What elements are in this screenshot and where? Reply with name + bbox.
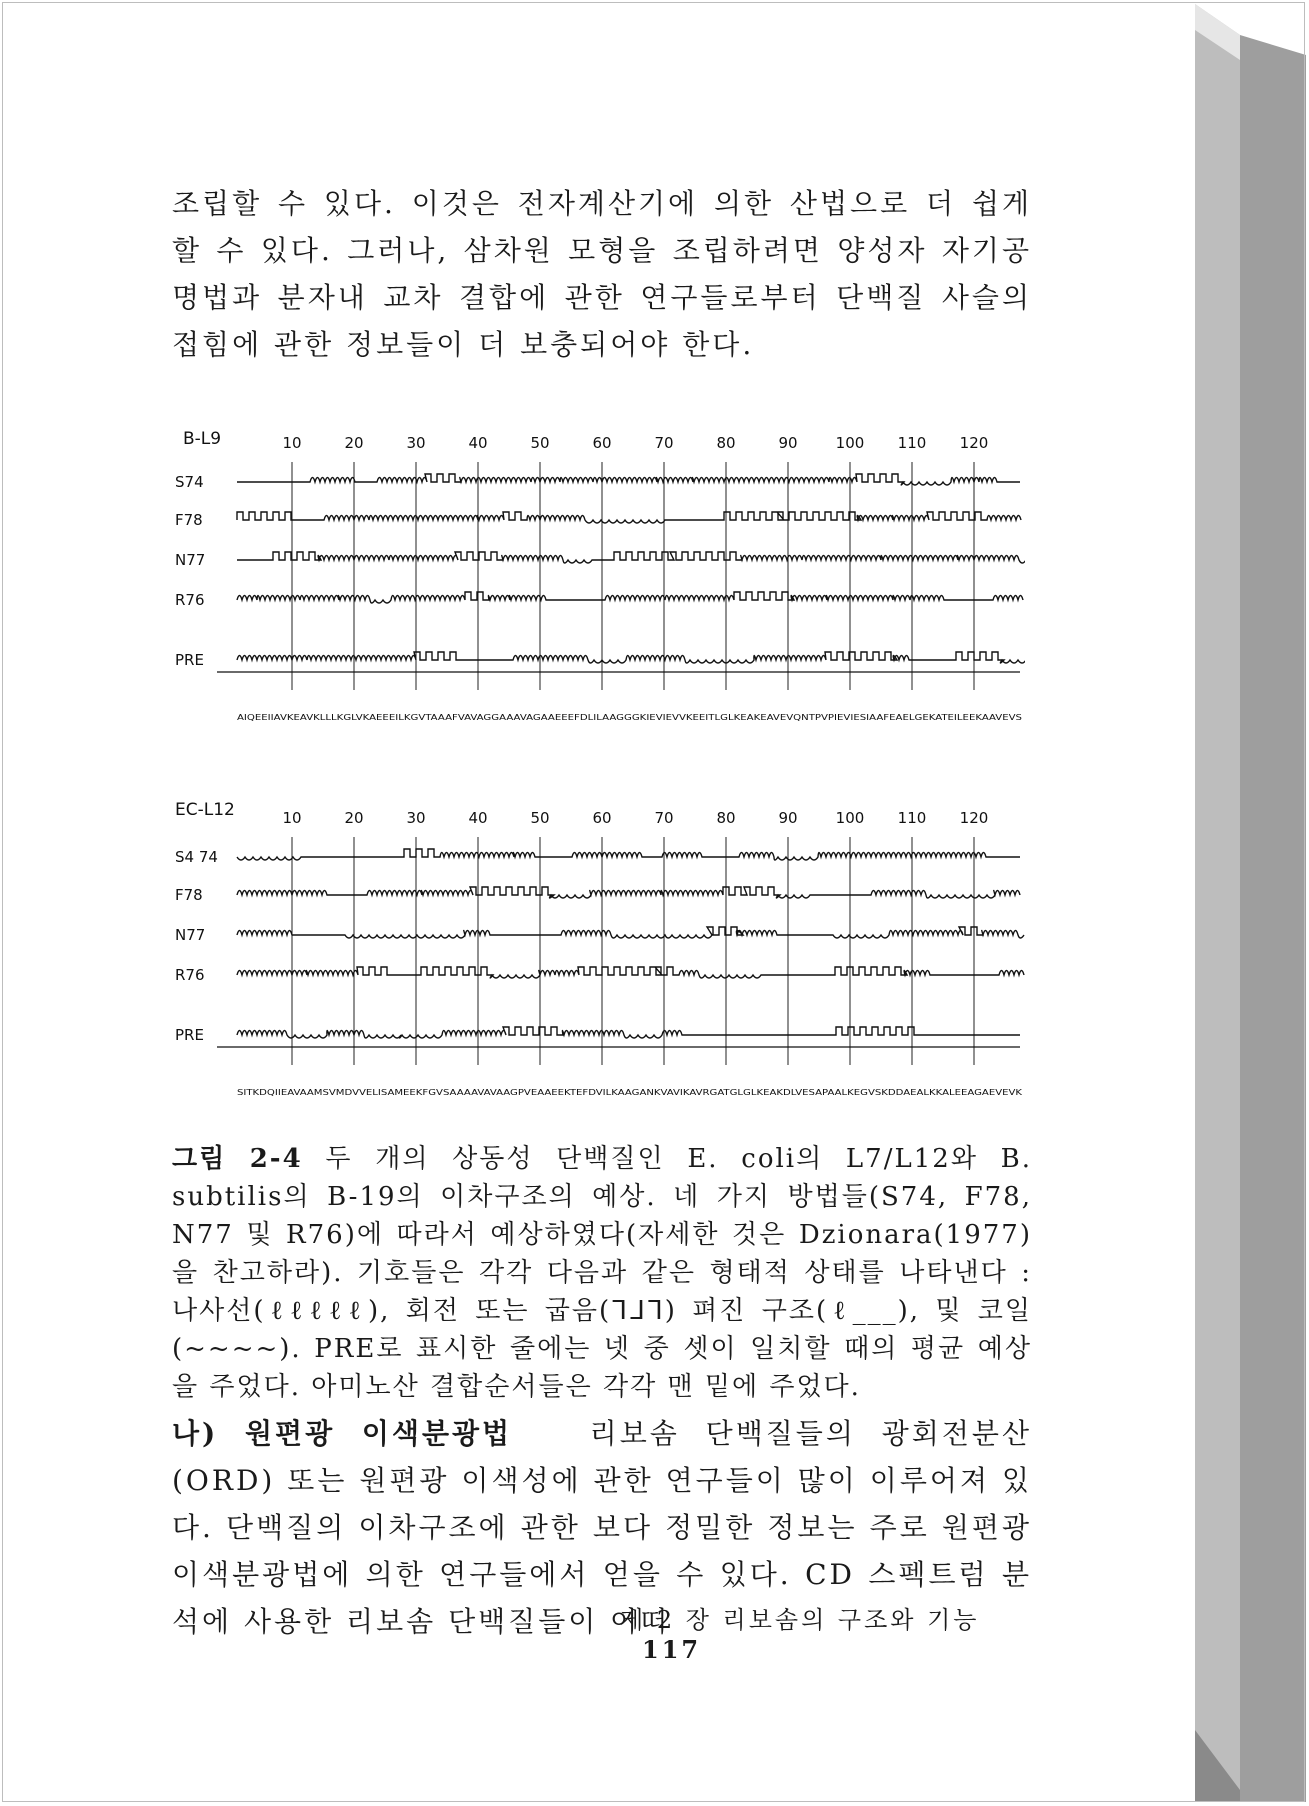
- figure-caption: [172, 1140, 1032, 1406]
- row-labels: [175, 473, 205, 669]
- caption-label: 그림 2-4: [172, 1144, 303, 1174]
- intro-text: 조립할 수 있다. 이것은 전자계산기에 의한 산법으로 더 쉽게 할 수 있다. 그러나, 삼차원 모형을 조립하려면 양성자 자기공명법과 분자내 교차 결합에 관한 연구들로부터 단백질 사슬의 접힘에 관한 정보들이 더 보충되어야 한다.: [172, 187, 1032, 361]
- tick-label: 20: [344, 809, 364, 827]
- tick-label: 10: [282, 809, 302, 827]
- row-labels: [175, 848, 218, 1044]
- row-label: F78: [175, 511, 203, 529]
- page-number: 117: [642, 1635, 702, 1664]
- row-label: S74: [175, 473, 204, 491]
- row-label: F78: [175, 886, 203, 904]
- structure-track: [237, 927, 1024, 938]
- structure-track: [237, 512, 1021, 523]
- row-label: PRE: [175, 1026, 204, 1044]
- tick-label: 50: [530, 809, 550, 827]
- tick-label: 90: [778, 809, 798, 827]
- tick-label: 40: [468, 809, 488, 827]
- intro-paragraph: [172, 180, 1032, 368]
- figure-b-l9: [175, 420, 1025, 730]
- section-title: 나) 원편광 이색분광법: [172, 1417, 513, 1450]
- running-head: 제 2 장 리보솜의 구조와 기능: [620, 1606, 980, 1634]
- tick-label: 70: [654, 434, 674, 452]
- page-footer: [620, 1600, 1020, 1664]
- structure-track: [237, 652, 1025, 663]
- tick-label: 80: [716, 809, 736, 827]
- tick-label: 50: [530, 434, 550, 452]
- structure-track: [237, 552, 1025, 563]
- row-label: R76: [175, 591, 205, 609]
- caption-text: 두 개의 상동성 단백질인 E. coli의 L7/L12와 B. subtilis의 B-19의 이차구조의 예상. 네 가지 방법들(S74, F78, N77 및 R76)에 따라서 예상하였다(자세한 것은 Dzionara(1977)을 찬고하라). 기호들은 각각 다음과 같은 형태적 상태를 나타낸다 : 나사선(ℓℓℓℓℓ), 회전 또는 굽음(ᒣᒧᒣ) 펴진 구조(ℓ___), 및 코일(~~~~). PRE로 표시한 줄에는 넷 중 셋이 일치할 때의 평균 예상을 주었다. 아미노산 결합순서들은 각각 맨 밑에 주었다.: [172, 1144, 1033, 1402]
- tick-label: 40: [468, 434, 488, 452]
- tick-labels: [282, 434, 988, 690]
- sequence-line: AIQEEIIAVKEAVKLLLKGLVKAEEEILKGVTAAAFVAVAGGAAAVAGAAEEEFDLILAAGGGKIEVIEVVKEEITLGLKEAKEAVEVQNTPVPIEVIESIAAFEAELGEKATEILEEKAAVEVS: [237, 713, 1023, 722]
- track-lines: [217, 849, 1024, 1047]
- tick-label: 100: [835, 809, 865, 827]
- structure-track: [237, 967, 1024, 978]
- tick-label: 70: [654, 809, 674, 827]
- row-label: N77: [175, 926, 206, 944]
- tick-label: 80: [716, 434, 736, 452]
- tick-label: 110: [897, 809, 927, 827]
- tick-label: 90: [778, 434, 798, 452]
- tick-label: 120: [959, 809, 989, 827]
- sequence-line: SITKDQIIEAVAAMSVMDVVELISAMEEKFGVSAAAAVAVAAGPVEAAEEKTEFDVILKAAGANKVAVIKAVRGATGLGLKEAKDLVESAPAALKEGVSKDDAEALKKALEEAGAEVEVK: [237, 1088, 1024, 1097]
- tick-label: 110: [897, 434, 927, 452]
- structure-track: [237, 592, 1023, 603]
- row-label: R76: [175, 966, 205, 984]
- tick-label: 120: [959, 434, 989, 452]
- figure-ec-l12: [175, 795, 1025, 1105]
- row-label: N77: [175, 551, 206, 569]
- tick-label: 20: [344, 434, 364, 452]
- track-lines: [217, 474, 1025, 672]
- tick-label: 30: [406, 809, 426, 827]
- tick-label: 60: [592, 809, 612, 827]
- tick-label: 10: [282, 434, 302, 452]
- row-label: PRE: [175, 651, 204, 669]
- row-label: S4 74: [175, 848, 218, 866]
- tick-label: 100: [835, 434, 865, 452]
- tick-label: 60: [592, 434, 612, 452]
- figure-label: B-L9: [183, 429, 222, 449]
- section-text: 리보솜 단백질들의 광회전분산(ORD) 또는 원편광 이색성에 관한 연구들이 많이 이루어져 있다. 단백질의 이차구조에 관한 보다 정밀한 정보는 주로 원편광 이색분광법에 의한 연구들에서 얻을 수 있다. CD 스펙트럼 분석에 사용한 리보솜 단백질들이 어떠: [172, 1417, 1032, 1638]
- figure-label: EC-L12: [175, 800, 235, 820]
- tick-label: 30: [406, 434, 426, 452]
